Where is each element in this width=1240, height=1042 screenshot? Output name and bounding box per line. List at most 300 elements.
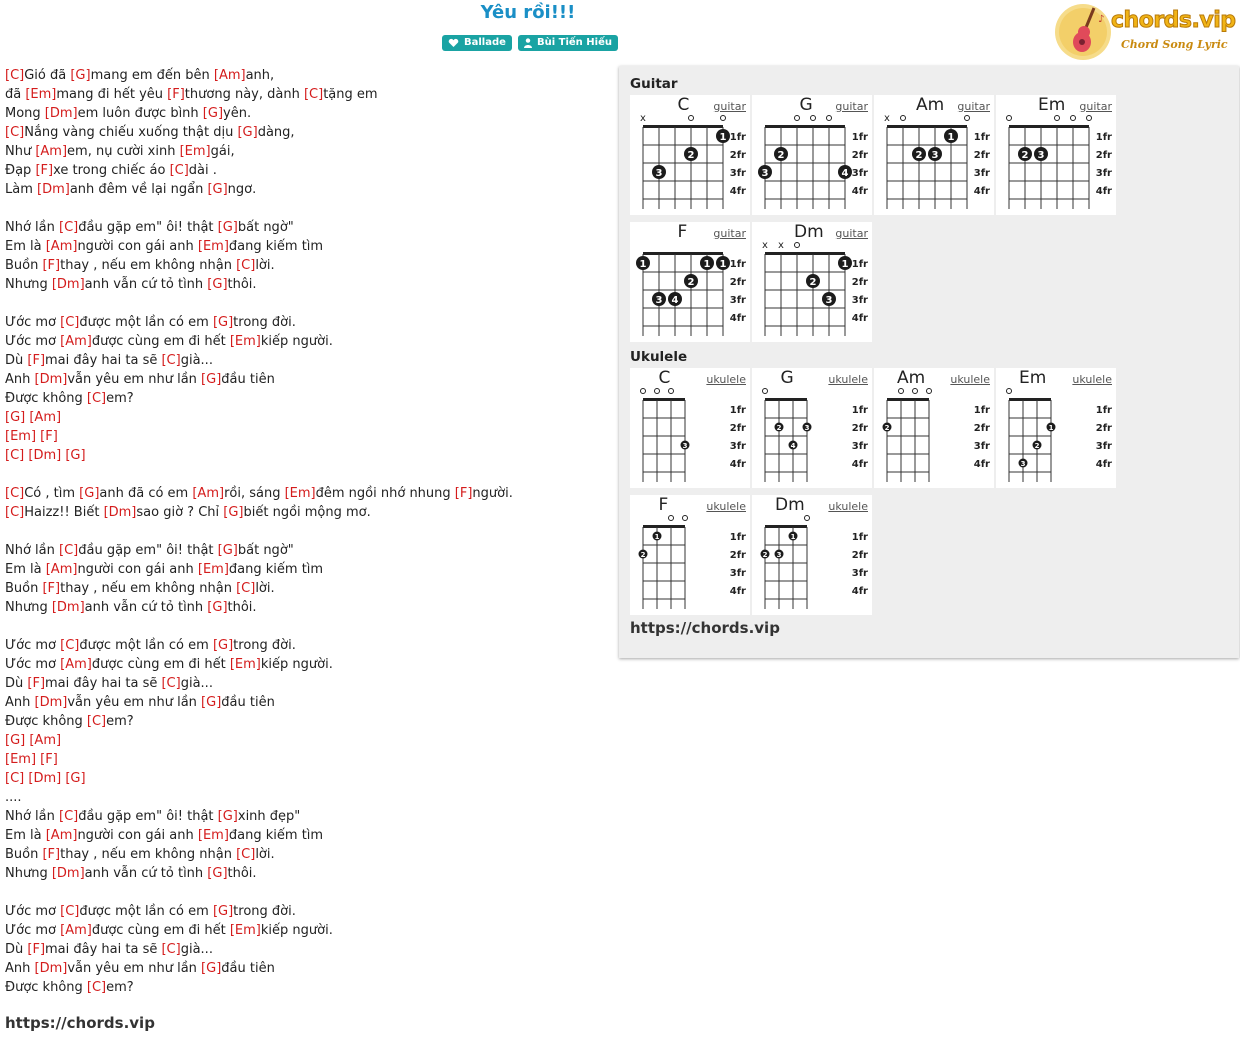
logo-tagline: Chord Song Lyric [1121,38,1228,51]
lyric-text: ngơ. [227,182,257,197]
lyric-line [5,940,513,959]
chord-dm-marker[interactable]: [Dm] [44,106,78,121]
lyric-blank-line [5,294,513,313]
lyric-text: Dù [5,942,28,957]
lyric-text: rồi, sáng [224,486,285,501]
lyric-text: thôi. [227,277,257,292]
svg-text:2: 2 [915,150,923,161]
svg-text:4fr: 4fr [729,459,746,470]
lyric-line [5,655,513,674]
lyric-text: già... [180,676,213,691]
finger-dot [789,441,798,451]
chord-c-marker[interactable]: [C] [86,980,107,995]
guitar-chord-link[interactable]: guitar [713,227,746,240]
guitar-chord-name: Em [1038,95,1066,115]
lyric-text: già... [180,942,213,957]
chord-g-marker[interactable]: [G] [207,182,228,197]
footer-url[interactable]: https://chords.vip [5,1014,155,1032]
finger-dot [912,147,926,161]
chord-f-marker[interactable]: [F] [42,258,61,273]
chord-dm-marker[interactable]: [Dm] [51,866,85,881]
lyric-text: trong đời. [233,315,296,330]
chord-em-marker[interactable]: [Em] [5,429,37,444]
ukulele-chord-link[interactable]: ukulele [950,373,990,386]
chord-g-marker[interactable]: [G] [5,733,26,748]
svg-text:4: 4 [841,168,849,179]
chord-g-marker[interactable]: [G] [237,125,258,140]
lyric-text: mai đây hai ta sẽ [45,676,162,691]
lyric-line [5,503,513,522]
ukulele-fretboard-am [874,368,994,488]
person-icon [524,38,532,48]
svg-text:♪: ♪ [1098,14,1105,25]
svg-text:2fr: 2fr [1095,423,1112,434]
ukulele-chord-link[interactable]: ukulele [828,373,868,386]
chord-f-marker[interactable]: [F] [454,486,473,501]
chord-am-marker[interactable]: [Am] [60,334,92,349]
chord-am-marker[interactable]: [Am] [35,144,68,159]
chord-c-marker[interactable]: [C] [59,543,79,558]
chord-g-marker[interactable]: [G] [217,809,238,824]
chord-em-marker[interactable]: [Em] [197,562,229,577]
svg-text:x: x [884,113,890,124]
guitar-section-label: Guitar [630,76,678,92]
lyric-text: Anh [5,961,35,976]
lyric-text: Làm [5,182,38,197]
svg-text:2: 2 [777,150,785,161]
ukulele-fretboard-c [630,368,750,488]
chord-c-marker[interactable]: [C] [303,87,324,102]
finger-dot [944,129,958,143]
lyric-line [5,636,513,655]
chord-g-marker[interactable]: [G] [212,904,234,919]
lyric-line [5,123,513,142]
lyric-text: Ước mơ [5,638,61,653]
lyric-text: Gió đã [24,68,71,83]
chord-f-marker[interactable]: [F] [42,847,61,862]
chord-f-marker[interactable]: [F] [40,752,58,767]
lyric-line [5,351,513,370]
svg-text:2: 2 [1021,150,1029,161]
svg-text:1fr: 1fr [973,405,990,416]
finger-dot [636,256,650,270]
chord-dm-marker[interactable]: [Dm] [34,372,68,387]
lyric-text: thôi. [227,866,257,881]
lyric-line [5,256,513,275]
lyric-text: đã [5,87,26,102]
chord-c-marker[interactable]: [C] [236,847,256,862]
chord-am-marker[interactable]: [Am] [29,733,62,748]
svg-text:1: 1 [703,259,711,270]
chord-g-marker[interactable]: [G] [201,961,222,976]
ukulele-chord-card-em[interactable] [996,368,1116,488]
lyric-text: đầu tiên [221,695,275,710]
chord-em-marker[interactable]: [Em] [284,486,316,501]
lyric-text: đầu tiên [221,372,275,387]
chord-em-marker[interactable]: [Em] [229,334,261,349]
lyric-text: em? [106,391,134,406]
ukulele-chord-link[interactable]: ukulele [1072,373,1112,386]
lyric-text: trong đời. [233,904,296,919]
svg-text:1fr: 1fr [1095,405,1112,416]
lyric-line [5,389,513,408]
chord-dm-marker[interactable]: [Dm] [28,771,62,786]
lyric-blank-line [5,199,513,218]
svg-text:4fr: 4fr [851,186,868,197]
svg-text:2fr: 2fr [851,550,868,561]
chord-g-marker[interactable]: [G] [202,106,224,121]
svg-text:3fr: 3fr [729,295,746,306]
chord-g-marker[interactable]: [G] [65,448,86,463]
heart-icon [448,38,459,48]
finger-dot [803,423,812,433]
svg-text:x: x [640,113,646,124]
chord-c-marker[interactable]: [C] [60,638,80,653]
lyric-text: đầu gặp em" ôi! thật [78,220,218,235]
lyric-text: Anh [5,372,35,387]
lyric-text: em? [106,714,134,729]
svg-text:x: x [778,240,784,251]
chord-dm-marker[interactable]: [Dm] [103,505,137,520]
lyric-text: Ước mơ [5,334,61,349]
chord-f-marker[interactable]: [F] [167,87,185,102]
svg-text:4: 4 [671,295,679,306]
lyric-line [5,370,513,389]
lyric-text: đầu gặp em" ôi! thật [78,543,218,558]
svg-text:3: 3 [825,295,833,306]
svg-text:2: 2 [762,551,768,559]
svg-text:1fr: 1fr [851,259,868,270]
chord-c-marker[interactable]: [C] [161,353,181,368]
site-logo[interactable] [1054,2,1238,62]
lyric-line [5,275,513,294]
chord-am-marker[interactable]: [Am] [60,923,92,938]
chord-em-marker[interactable]: [Em] [229,657,261,672]
guitar-chord-card-am[interactable] [874,95,994,215]
guitar-chord-link[interactable]: guitar [835,227,868,240]
ukulele-chord-card-dm[interactable] [752,495,872,615]
chord-am-marker[interactable]: [Am] [213,68,246,83]
lyric-text: anh đêm về lại ngẩn [69,182,208,197]
ukulele-chord-link[interactable]: ukulele [828,500,868,513]
lyric-text: anh, [245,68,275,83]
ukulele-chord-link[interactable]: ukulele [706,373,746,386]
svg-text:2: 2 [640,551,646,559]
ukulele-chord-link[interactable]: ukulele [706,500,746,513]
chord-c-marker[interactable]: [C] [161,676,181,691]
lyric-text: được một lần có em [79,904,213,919]
lyric-line [5,408,513,427]
guitar-chord-card-c[interactable] [630,95,750,215]
guitar-chord-link[interactable]: guitar [1079,100,1112,113]
guitar-chord-card-g[interactable] [752,95,872,215]
ukulele-fretboard-em [996,368,1116,488]
finger-dot [639,550,648,560]
chord-em-marker[interactable]: [Em] [179,144,211,159]
lyric-text: Nhưng [5,866,52,881]
lyric-text: Ước mơ [5,657,61,672]
chord-g-marker[interactable]: [G] [223,505,244,520]
chord-g-marker[interactable]: [G] [70,68,91,83]
chord-g-marker[interactable]: [G] [65,771,86,786]
svg-text:4fr: 4fr [729,586,746,597]
svg-text:3: 3 [761,168,769,179]
ukulele-chord-card-am[interactable] [874,368,994,488]
ukulele-section-label: Ukulele [630,349,688,365]
finger-dot [806,274,820,288]
svg-text:2fr: 2fr [1095,150,1112,161]
chord-g-marker[interactable]: [G] [207,600,228,615]
lyric-line [5,313,513,332]
lyric-text: mai đây hai ta sẽ [45,353,162,368]
finger-dot [1033,441,1042,451]
lyric-text: thay , nếu em không nhận [60,847,237,862]
svg-text:1: 1 [841,259,849,270]
lyric-text: tặng em [323,87,378,102]
lyric-text: được một lần có em [79,638,213,653]
finger-dot [1018,147,1032,161]
lyric-text: đang kiếm tìm [228,239,324,254]
guitar-chord-card-f[interactable] [630,222,750,342]
guitar-chord-card-em[interactable] [996,95,1116,215]
lyric-text: Ước mơ [5,904,61,919]
chord-dm-marker[interactable]: [Dm] [34,961,68,976]
lyric-text: kiếp người. [260,334,333,349]
chord-dm-marker[interactable]: [Dm] [34,695,68,710]
lyric-text: anh vẫn cứ tỏ tình [84,600,208,615]
chord-c-marker[interactable]: [C] [5,125,25,140]
chord-c-marker[interactable]: [C] [161,942,181,957]
chord-em-marker[interactable]: [Em] [25,87,57,102]
lyric-line [5,674,513,693]
svg-text:1: 1 [719,132,727,143]
guitar-chord-card-dm[interactable] [752,222,872,342]
lyric-text: anh vẫn cứ tỏ tình [84,277,208,292]
svg-text:1fr: 1fr [729,405,746,416]
svg-text:4fr: 4fr [1095,186,1112,197]
ukulele-chord-name: C [658,368,671,388]
lyric-text: dài . [188,163,217,178]
chord-am-marker[interactable]: [Am] [29,410,62,425]
lyric-text: vẫn yêu em như lần [67,961,202,976]
ukulele-chord-name: Am [897,368,926,388]
guitar-chord-name: Dm [794,222,824,242]
svg-text:4: 4 [790,442,796,450]
lyric-text: Em là [5,239,46,254]
finger-dot [668,292,682,306]
lyric-text: Dù [5,676,28,691]
chord-em-marker[interactable]: [Em] [5,752,37,767]
lyric-text: đang kiếm tìm [228,828,324,843]
svg-text:1: 1 [654,533,660,541]
chord-am-marker[interactable]: [Am] [45,562,78,577]
lyric-text: em, nụ cười xinh [67,144,180,159]
chord-dm-marker[interactable]: [Dm] [37,182,70,197]
svg-text:4fr: 4fr [851,586,868,597]
ukulele-fretboard-dm [752,495,872,615]
chord-g-marker[interactable]: [G] [79,486,100,501]
svg-text:4fr: 4fr [729,313,746,324]
lyric-text: Em là [5,562,46,577]
chord-c-marker[interactable]: [C] [59,809,79,824]
svg-text:3: 3 [1020,460,1026,468]
chord-am-marker[interactable]: [Am] [60,657,92,672]
chord-g-marker[interactable]: [G] [212,638,234,653]
lyric-line [5,66,513,85]
finger-dot [652,292,666,306]
lyric-line [5,560,513,579]
lyric-blank-line [5,465,513,484]
chord-am-marker[interactable]: [Am] [192,486,225,501]
chord-c-marker[interactable]: [C] [236,581,256,596]
lyric-text: bất ngờ" [237,543,294,558]
ukulele-chord-card-c[interactable] [630,368,750,488]
chord-g-marker[interactable]: [G] [5,410,26,425]
lyric-text: được cùng em đi hết [91,657,230,672]
svg-text:3fr: 3fr [729,168,746,179]
chord-c-marker[interactable]: [C] [5,486,25,501]
chord-em-marker[interactable]: [Em] [229,923,261,938]
finger-dot [716,256,730,270]
tag-genre-label: Ballade [464,37,506,48]
chord-c-marker[interactable]: [C] [59,220,79,235]
lyric-text: anh đã có em [99,486,193,501]
finger-dot [928,147,942,161]
chord-g-marker[interactable]: [G] [217,220,238,235]
finger-dot [883,423,892,433]
ukulele-fretboard-g [752,368,872,488]
svg-text:3fr: 3fr [851,568,868,579]
lyric-text: Được không [5,714,87,729]
lyric-line [5,161,513,180]
svg-text:2fr: 2fr [729,550,746,561]
tag-genre[interactable] [442,35,512,51]
svg-text:3fr: 3fr [729,568,746,579]
svg-text:2fr: 2fr [851,150,868,161]
lyric-line [5,731,513,750]
lyric-text: thương này, dành [184,87,304,102]
lyric-line [5,579,513,598]
svg-text:1fr: 1fr [1095,132,1112,143]
lyric-text: lời. [255,847,275,862]
ukulele-chord-name: G [780,368,794,388]
svg-text:3: 3 [1037,150,1045,161]
svg-text:1fr: 1fr [973,132,990,143]
guitar-chord-link[interactable]: guitar [957,100,990,113]
lyric-line [5,180,513,199]
panel-url[interactable]: https://chords.vip [630,619,780,637]
chord-g-marker[interactable]: [G] [207,277,228,292]
lyric-text: yên. [223,106,252,121]
chord-f-marker[interactable]: [F] [27,676,46,691]
lyric-line [5,788,513,807]
chord-f-marker[interactable]: [F] [42,581,61,596]
finger-dot [775,423,784,433]
chord-f-marker[interactable]: [F] [27,353,46,368]
lyric-text: thay , nếu em không nhận [60,258,237,273]
svg-text:1: 1 [719,259,727,270]
guitar-chord-link[interactable]: guitar [713,100,746,113]
lyric-text: Em là [5,828,46,843]
chord-c-marker[interactable]: [C] [60,904,80,919]
chord-c-marker[interactable]: [C] [5,505,25,520]
lyric-text: Nắng vàng chiếu xuống thật dịu [24,125,238,140]
chord-em-marker[interactable]: [Em] [197,239,229,254]
chord-g-marker[interactable]: [G] [201,372,222,387]
lyric-text: người con gái anh [77,239,198,254]
chord-c-marker[interactable]: [C] [5,771,25,786]
finger-dot [822,292,836,306]
ukulele-chord-name: Em [1019,368,1047,388]
lyric-text: Đạp [5,163,36,178]
svg-text:1: 1 [1048,424,1054,432]
lyric-text: kiếp người. [260,923,333,938]
svg-text:2fr: 2fr [973,150,990,161]
svg-text:2: 2 [1034,442,1040,450]
chord-c-marker[interactable]: [C] [60,315,80,330]
chord-g-marker[interactable]: [G] [217,543,238,558]
guitar-chord-name: G [799,95,813,115]
lyric-text: được cùng em đi hết [91,923,230,938]
svg-text:x: x [762,240,768,251]
chord-dm-marker[interactable]: [Dm] [28,448,62,463]
chord-c-marker[interactable]: [C] [169,163,189,178]
chord-g-marker[interactable]: [G] [207,866,228,881]
finger-dot [775,550,784,560]
svg-text:1fr: 1fr [729,259,746,270]
chord-c-marker[interactable]: [C] [86,714,107,729]
finger-dot [684,147,698,161]
tag-artist[interactable] [518,35,618,51]
lyric-text: Buồn [5,847,43,862]
lyric-text: Nhưng [5,600,52,615]
chord-c-marker[interactable]: [C] [236,258,256,273]
lyric-line [5,826,513,845]
chord-dm-marker[interactable]: [Dm] [51,277,85,292]
lyric-text: Nhớ lần [5,543,59,558]
chord-c-marker[interactable]: [C] [5,448,25,463]
chord-dm-marker[interactable]: [Dm] [51,600,85,615]
lyric-text: Nhớ lần [5,809,59,824]
finger-dot [758,165,772,179]
lyric-line [5,902,513,921]
chord-c-marker[interactable]: [C] [86,391,107,406]
svg-text:4fr: 4fr [1095,459,1112,470]
finger-dot [1034,147,1048,161]
chord-am-marker[interactable]: [Am] [45,239,78,254]
ukulele-chord-card-g[interactable] [752,368,872,488]
chord-em-marker[interactable]: [Em] [197,828,229,843]
chord-f-marker[interactable]: [F] [35,163,54,178]
svg-text:3fr: 3fr [973,441,990,452]
ukulele-fretboard-f [630,495,750,615]
finger-dot [716,129,730,143]
lyric-line [5,85,513,104]
ukulele-chord-card-f[interactable] [630,495,750,615]
lyric-text: kiếp người. [260,657,333,672]
lyric-text: trong đời. [233,638,296,653]
lyric-text: Haizz!! Biết [24,505,104,520]
chord-f-marker[interactable]: [F] [27,942,46,957]
tag-artist-label: Bùi Tiến Hiếu [537,37,612,48]
chord-diagram-panel [619,66,1239,658]
guitar-chord-link[interactable]: guitar [835,100,868,113]
chord-c-marker[interactable]: [C] [5,68,25,83]
chord-g-marker[interactable]: [G] [201,695,222,710]
chord-f-marker[interactable]: [F] [40,429,58,444]
chord-g-marker[interactable]: [G] [212,315,234,330]
chord-am-marker[interactable]: [Am] [45,828,78,843]
